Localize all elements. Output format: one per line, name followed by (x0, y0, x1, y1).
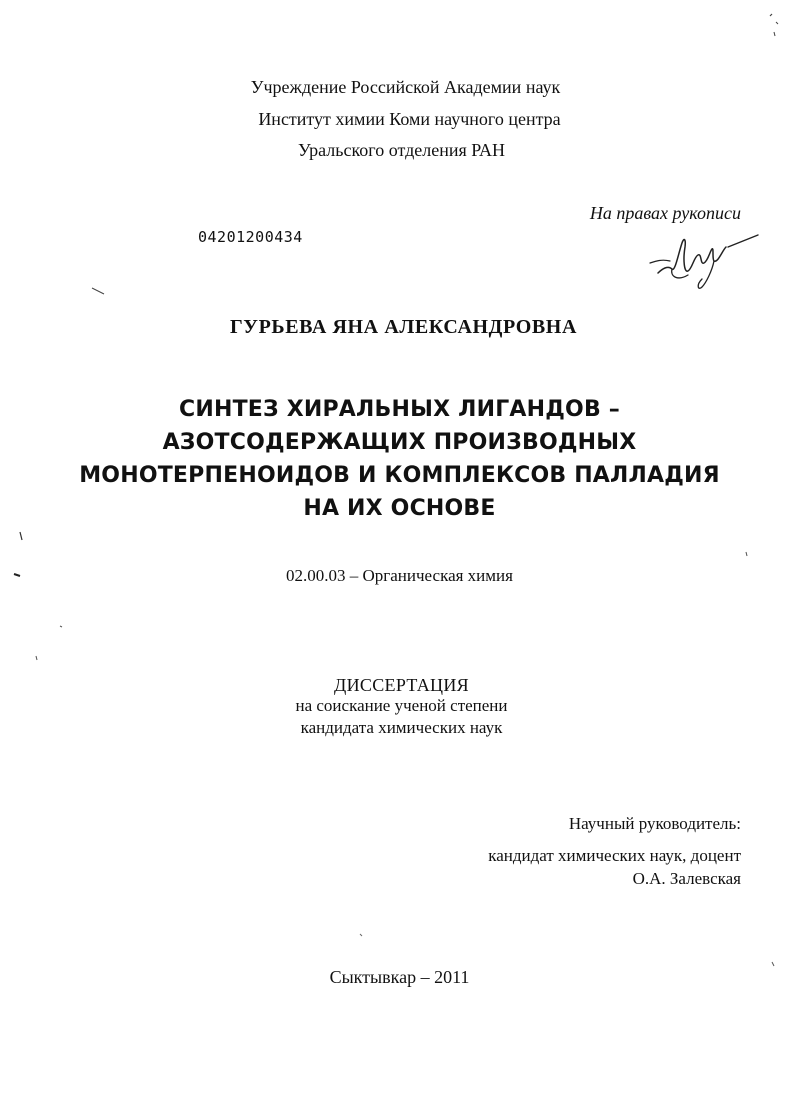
institution-line-3: Уральского отделения РАН (297, 140, 506, 160)
document-code: 04201200434 (198, 228, 303, 246)
supervisor-degree: кандидат химических наук, доцент (488, 846, 741, 865)
dissertation-field-line: кандидата химических наук (300, 718, 503, 737)
rights-note: На правах рукописи (589, 203, 741, 223)
dissertation-degree-line: на соискание ученой степени (295, 696, 508, 715)
scan-speck (774, 32, 775, 36)
scan-speck (776, 22, 778, 24)
title-line-3: МОНОТЕРПЕНОИДОВ И КОМПЛЕКСОВ ПАЛЛАДИЯ (79, 463, 720, 488)
dissertation-title (0, 393, 799, 525)
scan-speck (92, 288, 104, 294)
title-line-2: АЗОТСОДЕРЖАЩИХ ПРОИЗВОДНЫХ (162, 430, 637, 455)
supervisor-label: Научный руководитель: (568, 814, 741, 833)
institution-line-2: Институт химии Коми научного центра (258, 109, 561, 129)
scan-speck (770, 14, 772, 16)
scan-speck (746, 552, 747, 556)
scan-speck (60, 626, 62, 627)
city-year: Сыктывкар – 2011 (329, 967, 470, 987)
scan-speck (360, 934, 362, 936)
dissertation-heading: ДИССЕРТАЦИЯ (334, 675, 469, 695)
signature-icon (648, 225, 764, 295)
title-line-1: СИНТЕЗ ХИРАЛЬНЫХ ЛИГАНДОВ – (179, 397, 620, 422)
institution-line-1: Учреждение Российской Академии наук (250, 77, 561, 97)
scan-speck (20, 532, 22, 540)
author-name: ГУРЬЕВА ЯНА АЛЕКСАНДРОВНА (229, 316, 578, 338)
supervisor-name: О.А. Залевская (632, 869, 741, 888)
specialty: 02.00.03 – Органическая химия (286, 566, 513, 585)
title-line-4: НА ИХ ОСНОВЕ (303, 496, 496, 521)
scan-speck (36, 656, 37, 660)
